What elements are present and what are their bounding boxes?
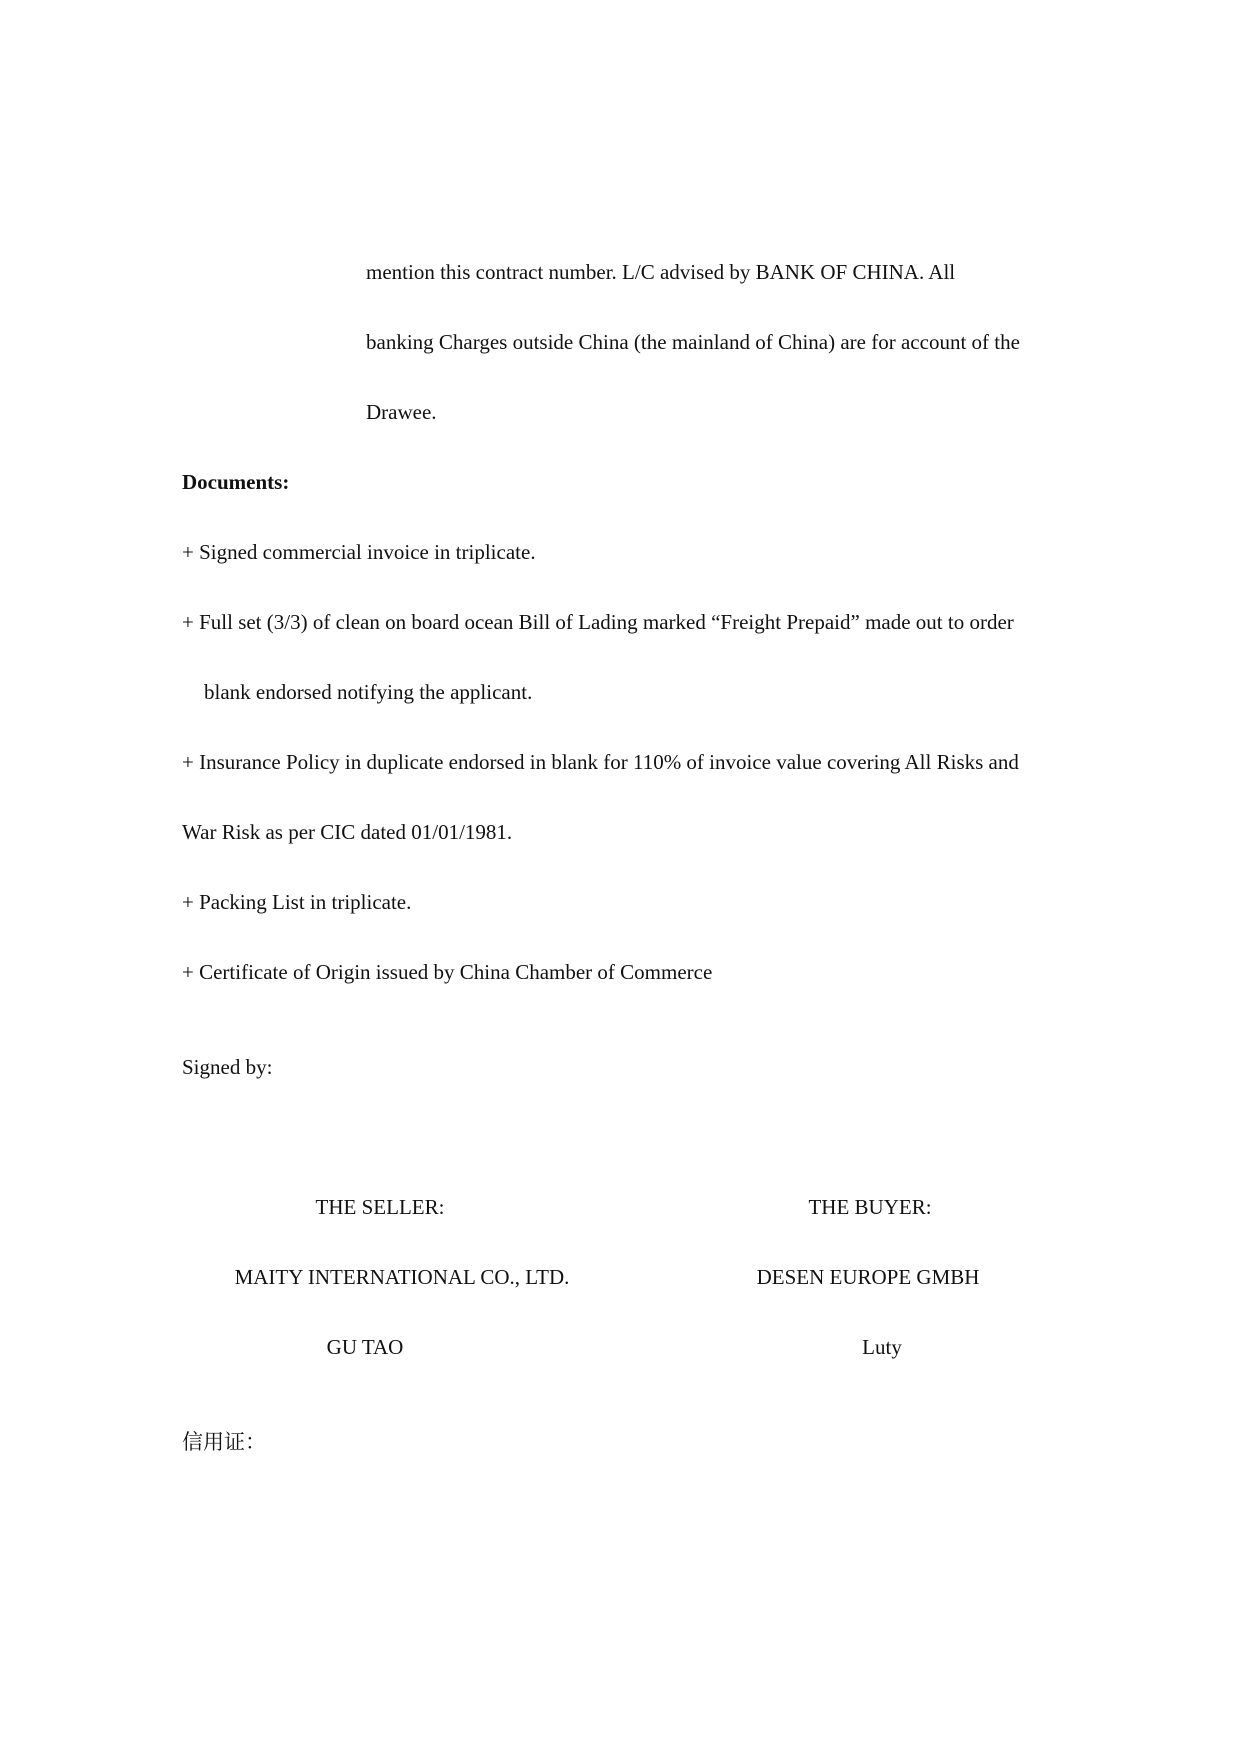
document-item-packing-list: + Packing List in triplicate. [182,890,412,914]
payment-terms-line-2: banking Charges outside China (the mainland of China) are for account of the [366,330,1020,354]
document-item-certificate-of-origin: + Certificate of Origin issued by China Chamber of Commerce [182,960,713,984]
signed-by-label: Signed by: [182,1055,273,1079]
document-item-insurance-policy-cont: War Risk as per CIC dated 01/01/1981. [182,820,513,844]
seller-company: MAITY INTERNATIONAL CO., LTD. [234,1265,570,1289]
payment-terms-line-1: mention this contract number. L/C advised by BANK OF CHINA. All [366,260,956,284]
document-item-bill-of-lading: + Full set (3/3) of clean on board ocean Bill of Lading marked “Freight Prepaid” made out to order [182,610,1014,634]
seller-label: THE SELLER: [315,1195,445,1219]
document-item-insurance-policy: + Insurance Policy in duplicate endorsed in blank for 110% of invoice value covering All Risks and [182,750,1019,774]
document-item-bill-of-lading-cont: blank endorsed notifying the applicant. [204,680,533,704]
buyer-company: DESEN EUROPE GMBH [756,1265,980,1289]
buyer-label: THE BUYER: [808,1195,932,1219]
buyer-signatory: Luty [862,1335,902,1359]
letter-of-credit-label: 信用证： [182,1430,266,1454]
document-item-invoice: + Signed commercial invoice in triplicate. [182,540,536,564]
payment-terms-line-3: Drawee. [366,400,437,424]
documents-heading: Documents: [182,470,290,494]
seller-signatory: GU TAO [326,1335,404,1359]
